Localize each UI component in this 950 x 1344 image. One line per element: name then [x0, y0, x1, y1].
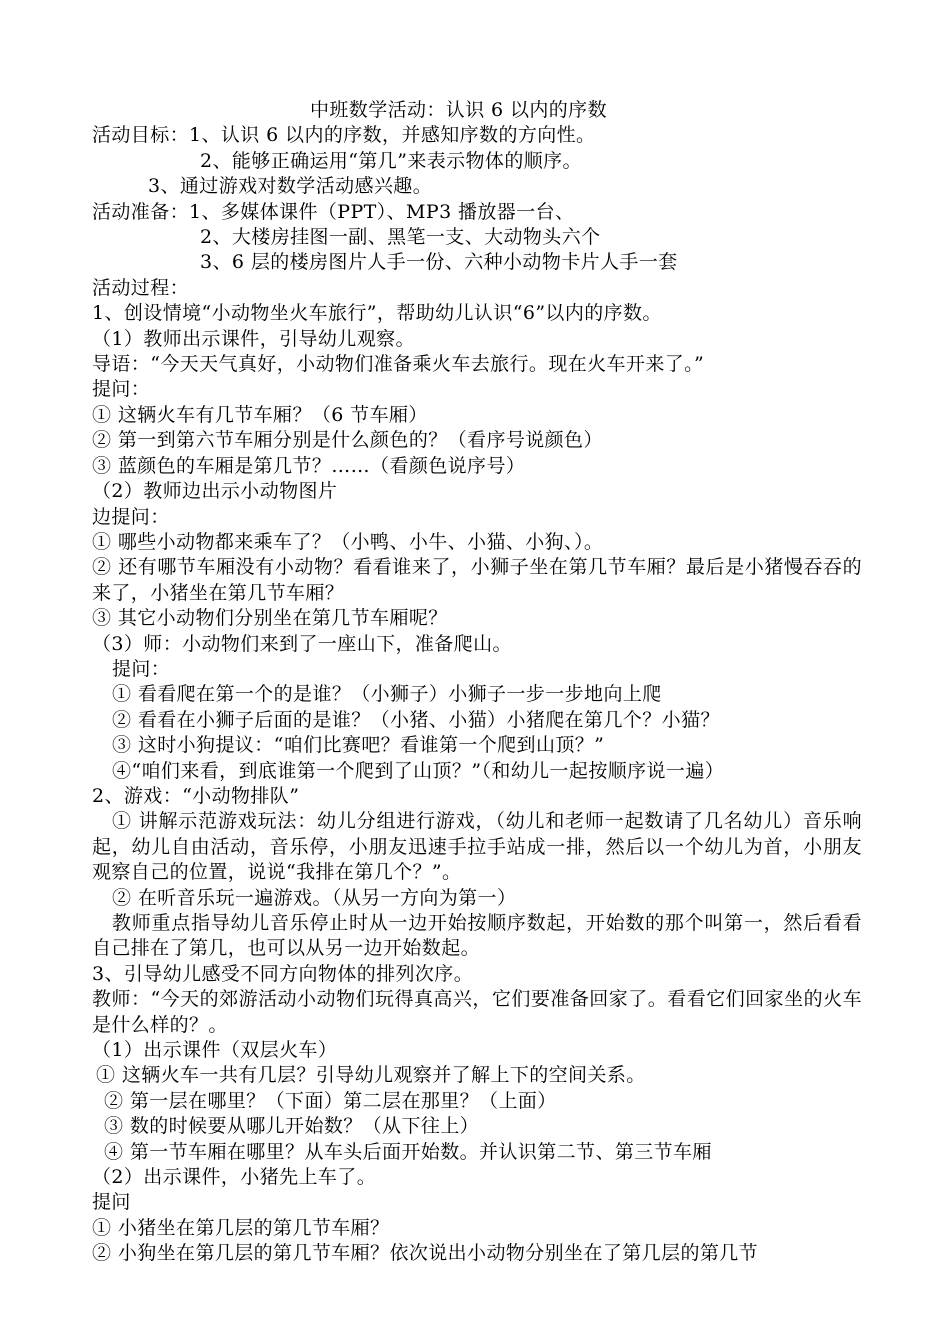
- section1-q7: ① 看看爬在第一个的是谁？（小狮子）小狮子一步一步地向上爬: [112, 683, 662, 706]
- goals-line-3: 3、通过游戏对数学活动感兴趣。: [148, 175, 433, 198]
- section1-q6: ③ 其它小动物们分别坐在第几节车厢呢？: [92, 607, 448, 630]
- section1-step3: （3）师：小动物们来到了一座山下，准备爬山。: [92, 632, 512, 655]
- section1-q5: ② 还有哪节车厢没有小动物？看看谁来了，小狮子坐在第几节车厢？最后是小猪慢吞吞的来了，小猪坐在第几节车厢？: [92, 556, 862, 604]
- section3-q2: ② 第一层在哪里？（下面）第二层在那里？（上面）: [104, 1089, 557, 1112]
- prep-line-2: 2、大楼房挂图一副、黑笔一支、大动物头六个: [200, 226, 601, 249]
- section1-q1: ① 这辆火车有几节车厢？（6 节车厢）: [92, 403, 428, 426]
- prep-line-1: 活动准备：1、多媒体课件（PPT）、MP3 播放器一台、: [92, 200, 575, 223]
- section1-step1: （1）教师出示课件，引导幼儿观察。: [92, 327, 415, 350]
- section3-q4: ④ 第一节车厢在哪里？从车头后面开始数。并认识第二节、第三节车厢: [104, 1140, 712, 1163]
- section2-p2: ② 在听音乐玩一遍游戏。（从另一方向为第一）: [112, 886, 517, 909]
- section3-q1: ① 这辆火车一共有几层？引导幼儿观察并了解上下的空间关系。: [96, 1064, 646, 1087]
- section1-q2: ② 第一到第六节车厢分别是什么颜色的？（看序号说颜色）: [92, 429, 603, 452]
- section3-ask-label: 提问: [92, 1191, 131, 1214]
- section1-ask2-label: 边提问：: [92, 505, 170, 528]
- page-title: 中班数学活动：认识 6 以内的序数: [310, 99, 607, 121]
- process-label: 活动过程：: [92, 276, 190, 299]
- section1-ask-label: 提问：: [92, 378, 151, 401]
- section3-teacher: 教师：“今天的郊游活动小动物们玩得真高兴，它们要准备回家了。看看它们回家坐的火车是什么样的？。: [92, 988, 862, 1036]
- section1-heading: 1、创设情境“小动物坐火车旅行”，帮助幼儿认识“6”以内的序数。: [92, 302, 662, 325]
- section1-q9: ③ 这时小狗提议：“咱们比赛吧？看谁第一个爬到山顶？”: [112, 734, 605, 757]
- section1-intro: 导语：“今天天气真好，小动物们准备乘火车去旅行。现在火车开来了。”: [92, 353, 705, 376]
- prep-line-3: 3、6 层的楼房图片人手一份、六种小动物卡片人手一套: [200, 251, 678, 274]
- section1-q4: ① 哪些小动物都来乘车了？（小鸭、小牛、小猫、小狗、）。: [92, 530, 604, 553]
- section3-q3: ③ 数的时候要从哪儿开始数？（从下往上）: [104, 1115, 480, 1138]
- section2-heading: 2、游戏：“小动物排队”: [92, 784, 300, 807]
- section3-step2: （2）出示课件，小猪先上车了。: [92, 1166, 377, 1189]
- section1-q3: ③ 蓝颜色的车厢是第几节？……（看颜色说序号）: [92, 454, 526, 477]
- goals-line-2: 2、能够正确运用“第几”来表示物体的顺序。: [200, 149, 582, 172]
- section3-step1: （1）出示课件（双层火车）: [92, 1039, 338, 1062]
- section1-step2: （2）教师边出示小动物图片: [92, 480, 338, 503]
- section1-ask3-label: 提问：: [112, 657, 171, 680]
- section1-q10: ④“咱们来看，到底谁第一个爬到了山顶？”（和幼儿一起按顺序说一遍）: [112, 759, 725, 782]
- section3-q5: ① 小猪坐在第几层的第几节车厢？: [92, 1216, 390, 1239]
- section3-q6: ② 小狗坐在第几层的第几节车厢？依次说出小动物分别坐在了第几层的第几节: [92, 1242, 759, 1265]
- goals-line-1: 活动目标：1、认识 6 以内的序数，并感知序数的方向性。: [92, 124, 596, 147]
- section1-q8: ② 看看在小狮子后面的是谁？（小猪、小猫）小猪爬在第几个？小猫？: [112, 708, 720, 731]
- section3-heading: 3、引导幼儿感受不同方向物体的排列次序。: [92, 962, 474, 985]
- section2-p1: ① 讲解示范游戏玩法：幼儿分组进行游戏，（幼儿和老师一起数请了几名幼儿）音乐响起，幼儿自由活动，音乐停，小朋友迅速手拉手站成一排，然后以一个幼儿为首，小朋友观察自己的位置，说说“我排在第几个？”。: [92, 810, 862, 884]
- document-body: [92, 98, 862, 1267]
- section2-p3: 教师重点指导幼儿音乐停止时从一边开始按顺序数起，开始数的那个叫第一，然后看看自己排在了第几，也可以从另一边开始数起。: [92, 912, 862, 960]
